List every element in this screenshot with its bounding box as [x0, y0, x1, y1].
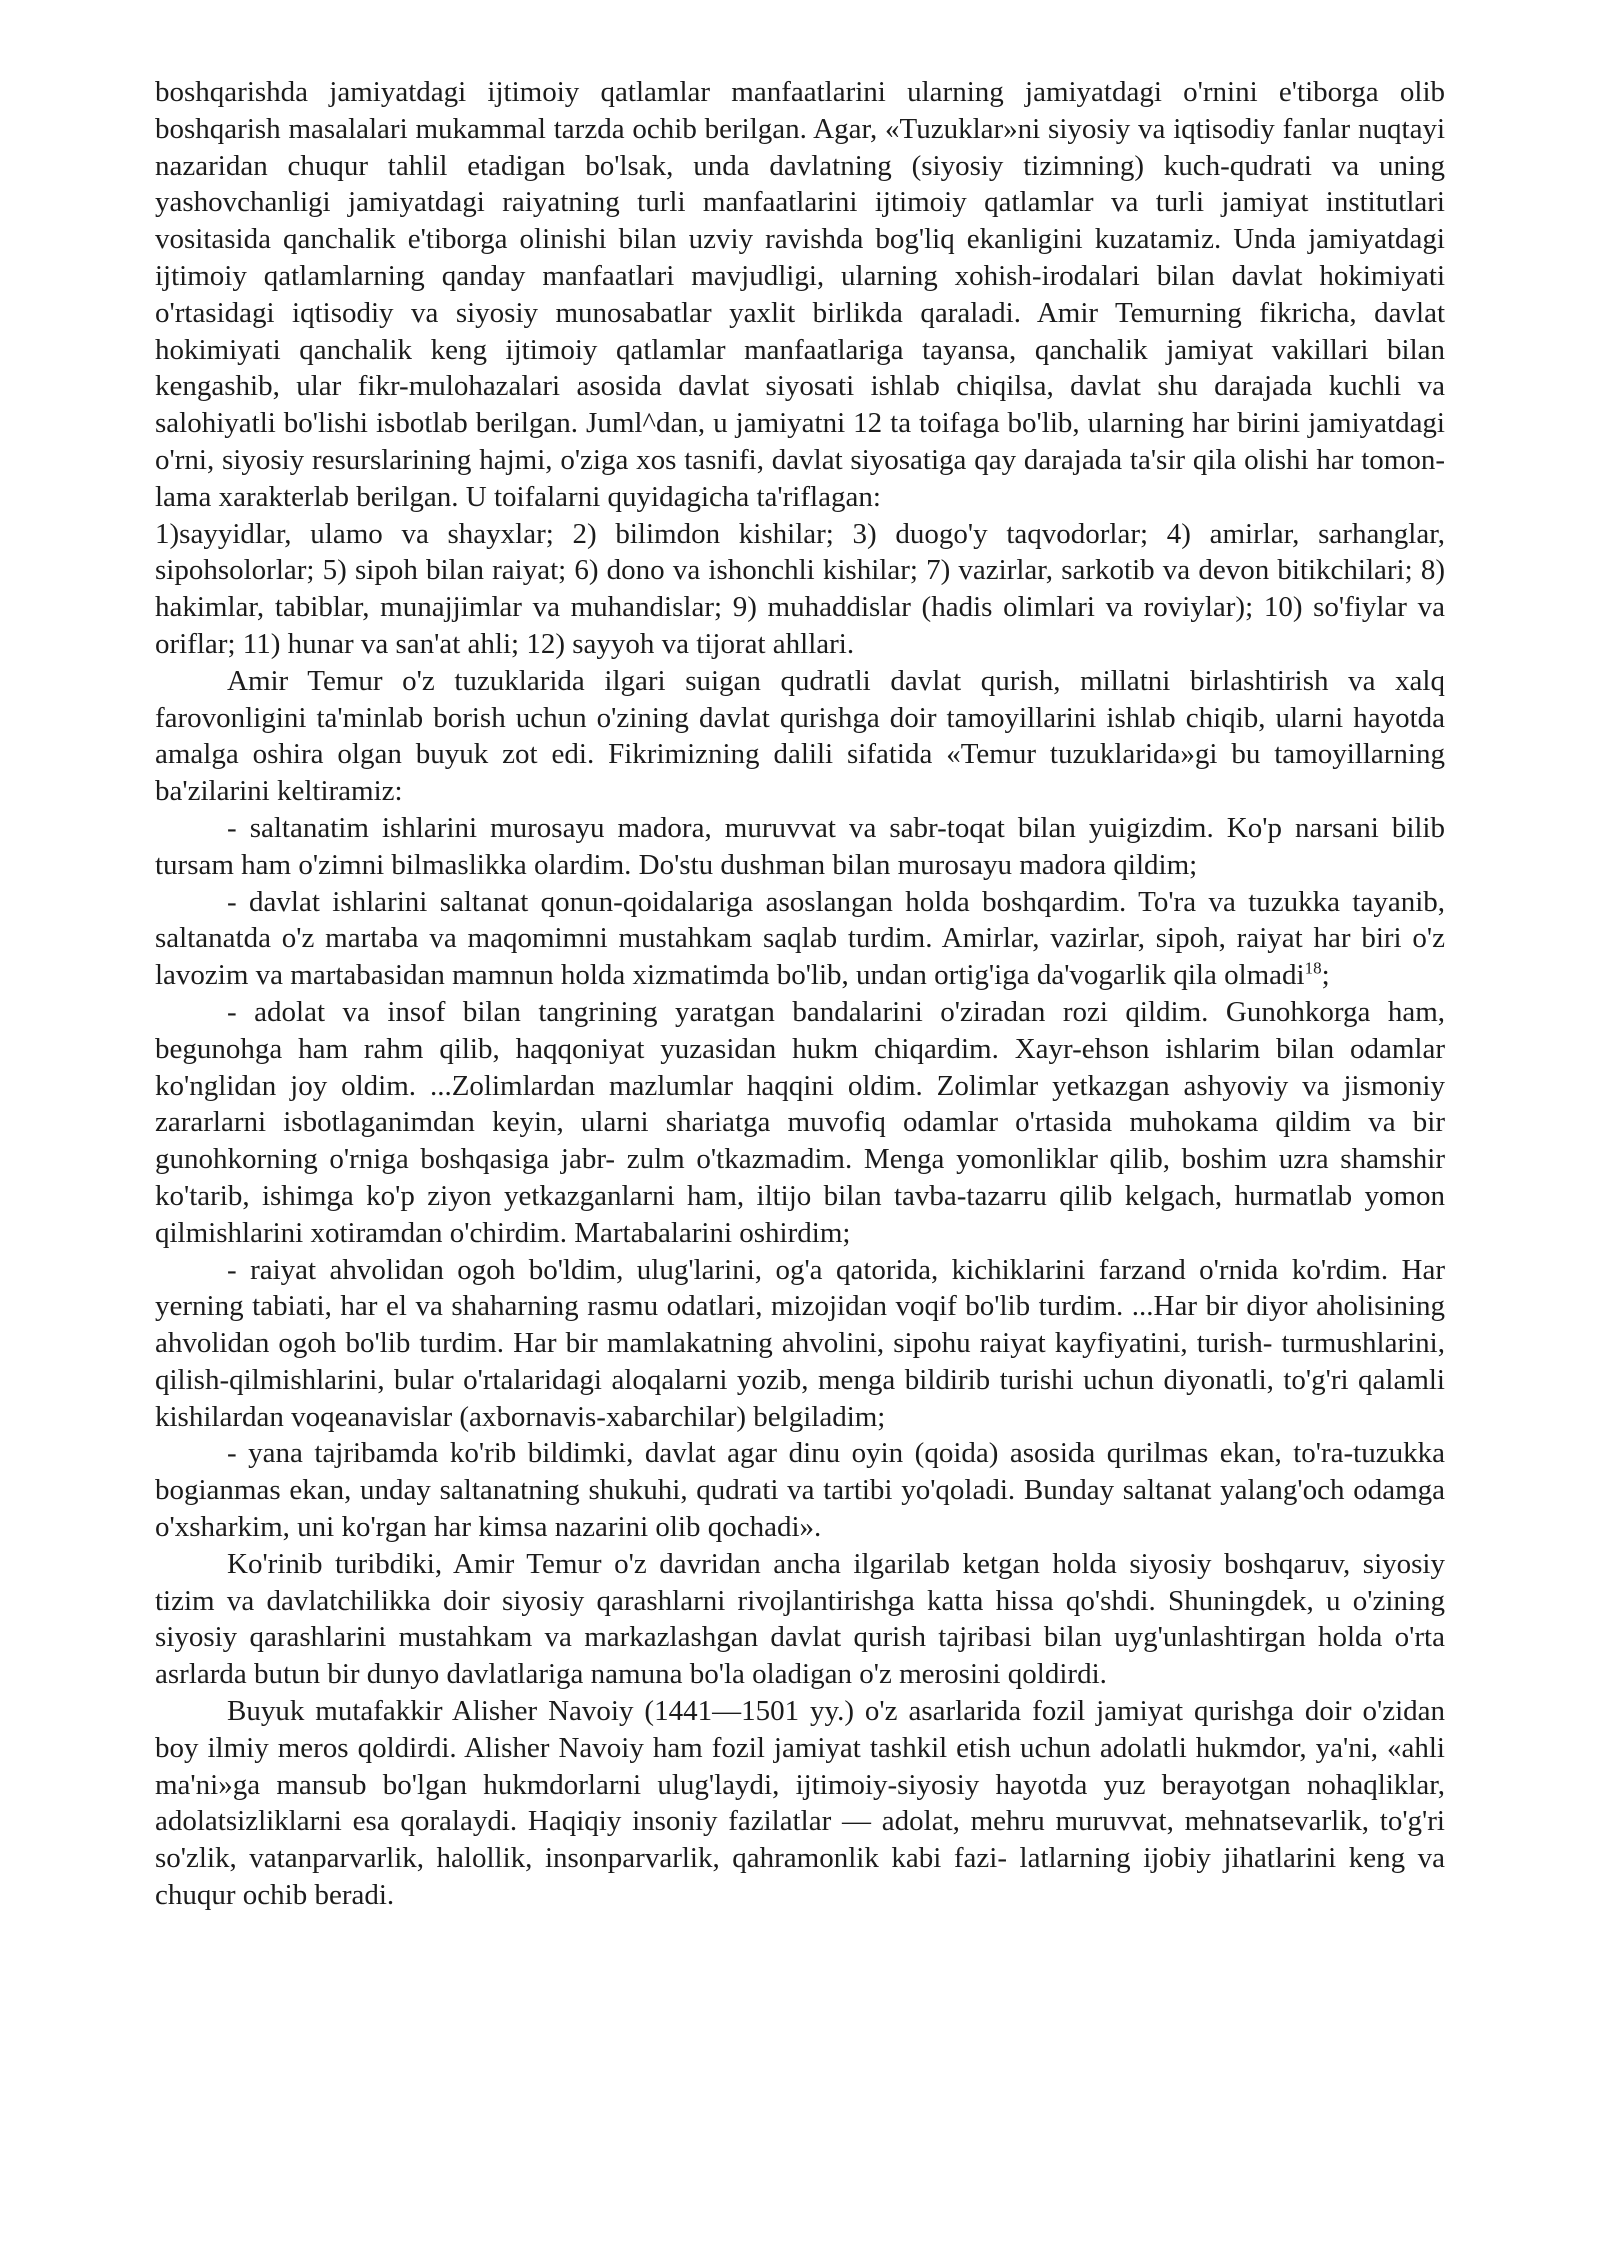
paragraph-quote-tajriba: - yana tajribamda ko'rib bildimki, davlat agar dinu oyin (qoida) asosida qurilmas ekan, to'ra-tuzukka bogianmas ekan, unday saltanatning shukuhi, qudrati va tartibi yo'qoladi. Bunday saltanat yalang'och odamga o'xsharkim, uni ko'rgan har kimsa nazarini olib qochadi».	[155, 1437, 1445, 1544]
paragraph-quote-davlat-ishlari	[155, 884, 1445, 994]
paragraph-quote-saltanatim: - saltanatim ishlarini murosayu madora, muruvvat va sabr-toqat bilan yuigizdim. Ko'p narsani bilib tursam ham o'zimni bilmaslikka olardim. Do'stu dushman bilan murosayu madora qildim;	[155, 811, 1445, 881]
paragraph-tamoyillar-intro: Amir Temur o'z tuzuklarida ilgari suigan qudratli davlat qurish, millatni birlashtirish va xalq farovonligini ta'minlab borish uchun o'zining davlat qurishga doir tamoyillarini ishlab chiqib, ularni hayotda amalga oshira olgan buyuk zot edi. Fikrimizning dalili sifatida «Temur tuzuklarida»gi bu tamoyillarning ba'zilarini keltiramiz:	[155, 664, 1445, 808]
list-text: sayyidlar, ulamo va shayxlar; 2) bilimdon kishilar; 3) duogo'y taqvodorlar; 4) amirlar, sarhanglar, sipohsolorlar; 5) sipoh bilan raiyat; 6) dono va ishonchli kishilar; 7) vazirlar, sarkotib va devon bitikchilari; 8) hakimlar, tabiblar, munajjimlar va muhandislar; 9) muhaddislar (hadis olimlari va roviylar); 10) so'fiylar va oriflar; 11) hunar va san'at ahli; 12) sayyoh va tijorat ahllari.	[155, 517, 1445, 660]
quote-text: - davlat ishlarini saltanat qonun-qoidalariga asoslangan holda boshqardim. To'ra va tuzukka tayanib, saltanatda o'z martaba va maqomimni mustahkam saqlab turdim. Amirlar, vazirlar, sipoh, raiyat har biri o'z lavozim va martabasidan mamnun holda xizmatimda bo'lib, undan ortig'iga da'vogarlik qila olmadi	[155, 885, 1445, 992]
paragraph-toifalar-list	[155, 516, 1445, 663]
paragraph-quote-raiyat: - raiyat ahvolidan ogoh bo'ldim, ulug'larini, og'a qatorida, kichiklarini farzand o'rnida ko'rdim. Har yerning tabiati, har el va shaharning rasmu odatlari, mizojidan voqif bo'lib turdim. ...Har bir diyor aholisining ahvolidan ogoh bo'lib turdim. Har bir mamlakatning ahvolini, sipohu raiyat kayfiyatini, turish- turmushlarini, qilish-qilmishlarini, bular o'rtalaridagi aloqalarni yozib, menga bildirib turishi uchun diyonatli, to'g'ri qalamli kishilardan voqeanavislar (axbornavis-xabarchilar) belgiladim;	[155, 1253, 1445, 1433]
paragraph-quote-adolat: - adolat va insof bilan tangrining yaratgan bandalarini o'ziradan rozi qildim. Gunohkorga ham, begunohga ham rahm qilib, haqqoniyat yuzasidan hukm chiqardim. Xayr-ehson ishlarim bilan odamlar ko'nglidan joy oldim. ...Zolimlardan mazlumlar haqqini oldim. Zolimlar yetkazgan ashyoviy va jismoniy zararlarni isbotlaganimdan keyin, ularni shariatga muvofiq odamlar o'rtasida muhokama qildim va bir gunohkorning o'rniga boshqasiga jabr- zulm o'tkazmadim. Menga yomonliklar qilib, boshim uzra shamshir ko'tarib, ishimga ko'p ziyon yetkazganlarni ham, iltijo bilan tavba-tazarru qilib kelgach, hurmatlab yomon qilmishlarini xotiramdan o'chirdim. Martabalarini oshirdim;	[155, 995, 1445, 1249]
paragraph-tuzuklar-intro: boshqarishda jamiyatdagi ijtimoiy qatlamlar manfaatlarini ularning jamiyatdagi o'rnini e'tiborga olib boshqarish masalalari mukammal tarzda ochib berilgan. Agar, «Tuzuklar»ni siyosiy va iqtisodiy fanlar nuqtayi nazaridan chuqur tahlil etadigan bo'lsak, unda davlatning (siyosiy tizimning) kuch-qudrati va uning yashovchanligi jamiyatdagi raiyatning turli manfaatlarini ijtimoiy qatlamlar va turli jamiyat institutlari vositasida qanchalik e'tiborga olinishi bilan uzviy ravishda bog'liq ekanligini kuzatamiz. Unda jamiyatdagi ijtimoiy qatlamlarning qanday manfaatlari mavjudligi, ularning xohish-irodalari bilan davlat hokimiyati o'rtasidagi iqtisodiy va siyosiy munosabatlar yaxlit birlikda qaraladi. Amir Temurning fikricha, davlat hokimiyati qanchalik keng ijtimoiy qatlamlar manfaatlariga tayansa, qanchalik jamiyat vakillari bilan kengashib, ular fikr-mulohazalari asosida davlat siyosati ishlab chiqilsa, davlat shu darajada kuchli va salohiyatli bo'lishi isbotlab berilgan. Juml^dan, u jamiyatni 12 ta toifaga bo'lib, ularning har birini jamiyatdagi o'rni, siyosiy resurslarining hajmi, o'ziga xos tasnifi, davlat siyosatiga qay darajada ta'sir qila olishi har tomon-lama xarakterlab berilgan. U toifalarni quyidagicha ta'riflagan:	[155, 76, 1445, 513]
document-page	[155, 74, 1445, 1914]
paragraph-navoiy: Buyuk mutafakkir Alisher Navoiy (1441—1501 yy.) o'z asarlarida fozil jamiyat qurishga doir o'zidan boy ilmiy meros qoldirdi. Alisher Navoiy ham fozil jamiyat tashkil etish uchun adolatli hukmdor, ya'ni, «ahli ma'ni»ga mansub bo'lgan hukmdorlarni ulug'laydi, ijtimoiy-siyosiy hayotda yuz berayotgan nohaqliklar, adolatsizliklarni esa qoralaydi. Haqiqiy insoniy fazilatlar — adolat, mehru muruvvat, mehnatsevarlik, to'g'ri so'zlik, vatanparvarlik, halollik, insonparvarlik, qahramonlik kabi fazi- latlarning ijobiy jihatlarini keng va chuqur ochib beradi.	[155, 1695, 1445, 1912]
footnote-reference: 18	[1304, 958, 1322, 978]
list-marker: 1)	[155, 517, 180, 550]
quote-tail: ;	[1321, 959, 1330, 992]
paragraph-conclusion-temur: Ko'rinib turibdiki, Amir Temur o'z davridan ancha ilgarilab ketgan holda siyosiy boshqaruv, siyosiy tizim va davlatchilikka doir siyosiy qarashlarni rivojlantirishga katta hissa qo'shdi. Shuningdek, u o'zining siyosiy qarashlarini mustahkam va markazlashgan davlat qurish tajribasi bilan uyg'unlashtirgan holda o'rta asrlarda butun bir dunyo davlatlariga namuna bo'la oladigan o'z merosini qoldirdi.	[155, 1547, 1445, 1691]
